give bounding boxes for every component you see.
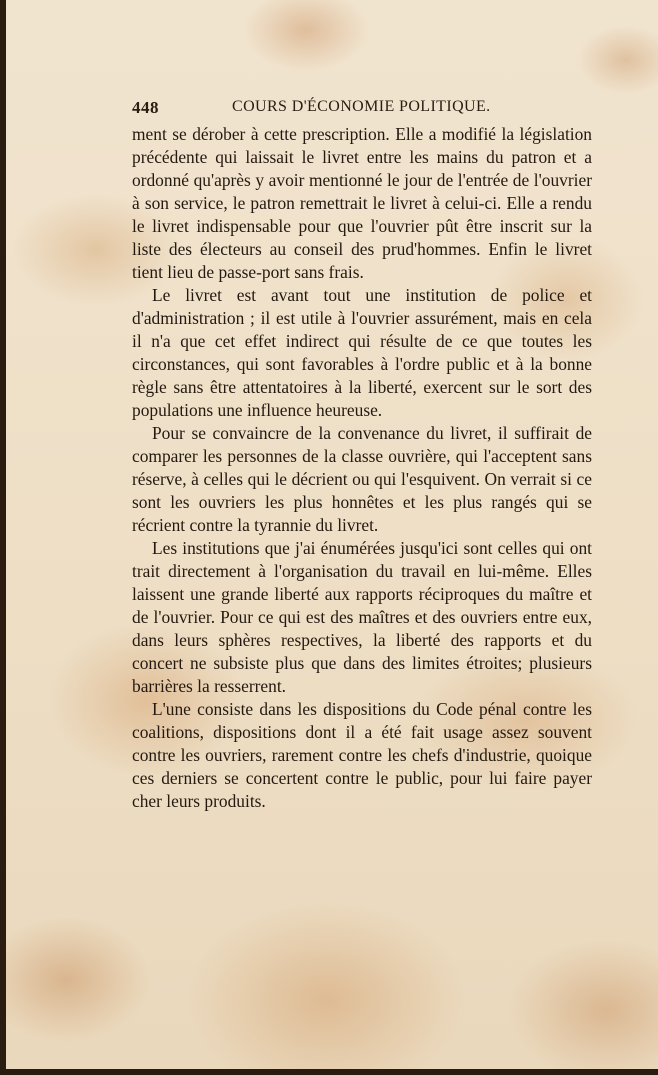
paragraph-institutions: Les institutions que j'ai énumérées jusqu'ici sont celles qui ont trait directement à l'organisation du travail en lui-même. Elles laissent une grande liberté aux rapports réciproques du maître et de l'ouvrier. Pour ce qui est des maîtres et des ouvriers entre eux, dans leurs sphères respectives, la liberté des rapports et du concert ne subsiste plus que dans des limites étroites; plusieurs barrières la resserrent. (132, 538, 592, 696)
page-header (132, 98, 592, 120)
paragraph-convenance: Pour se convaincre de la convenance du livret, il suffirait de comparer les personnes de la classe ouvrière, qui l'acceptent sans réserve, à celles qui le décrient ou qui l'esquivent. On verrait si ce sont les ouvriers les plus honnêtes et les plus rangés qui se récrient contre la tyrannie du livret. (132, 423, 592, 535)
paragraph-coalitions: L'une consiste dans les dispositions du Code pénal contre les coalitions, dispositions dont il a été fait usage assez souvent contre les ouvriers, rarement contre les chefs d'industrie, quoique ces derniers se concertent contre le public, pour lui faire payer cher leurs produits. (132, 699, 592, 811)
running-head: COURS D'ÉCONOMIE POLITIQUE. (232, 98, 491, 115)
paragraph-livret-police: Le livret est avant tout une institution de police et d'administration ; il est utile à l'ouvrier assurément, mais en cela il n'a que cet effet indirect qui résulte de ce que toutes les circonstances, qui sont favorables à l'ordre public et à la bonne règle sans être attentatoires à la liberté, exercent sur le sort des populations une influence heureuse. (132, 285, 592, 420)
body-text (132, 123, 592, 813)
page-number: 448 (132, 98, 159, 117)
paragraph-continuation: ment se dérober à cette prescription. Elle a modifié la législation précédente qui laissait le livret entre les mains du patron et a ordonné qu'après y avoir mentionné le jour de l'entrée de l'ouvrier à son service, le patron remettrait le livret à celui-ci. Elle a rendu le livret indispensable pour que l'ouvrier pût être inscrit sur la liste des électeurs au conseil des prud'hommes. Enfin le livret tient lieu de passe-port sans frais. (132, 124, 592, 282)
